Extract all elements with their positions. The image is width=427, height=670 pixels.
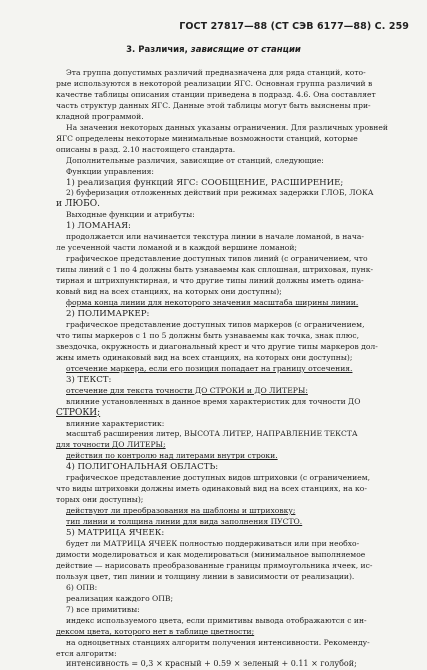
text-line: ковый вид на всех станциях, на которых они доступны);	[56, 287, 282, 297]
text-line: пользуя цвет, тип линии и толщину линии в зависимости от реализации).	[56, 571, 355, 581]
text-line: качестве таблицы описания станции приведена в подразд. 4.6. Она составляет	[56, 89, 376, 99]
text-line: 2) ПОЛИМАРКЕР:	[66, 308, 150, 319]
text-line: и ЛЮБО.	[56, 199, 100, 210]
text-line: жны иметь одинаковый вид на всех станциях, на которых они доступны);	[56, 352, 353, 362]
text-line: действуют ли преобразования на шаблоны и штриховку;	[66, 506, 296, 516]
text-line: 2) буферизация отложенных действий при режимах задержки ГЛОБ, ЛОКА	[66, 188, 374, 198]
text-line: действия по контролю над литерами внутри строки.	[66, 451, 278, 461]
text-line: звездочка, окружность и диагональный крест и что другие типы маркеров дол-	[56, 341, 378, 351]
section-title	[0, 45, 427, 55]
text-line: 5) МАТРИЦА ЯЧЕЕК:	[66, 528, 165, 539]
text-line: рые используются в некоторой реализации ЯГС. Основная группа различий в	[56, 78, 373, 88]
text-line: будет ли МАТРИЦА ЯЧЕЕК полностью поддерживаться или при необхо-	[66, 538, 360, 548]
section-title-prefix: 3. Различия,	[126, 45, 191, 55]
text-line: димости моделироваться и как моделироваться (минимальное выполняемое	[56, 549, 366, 559]
text-line: СТРОКИ;	[56, 407, 101, 418]
formula-line: интенсивность = 0,3 × красный + 0.59 × зеленый + 0.11 × голубой;	[66, 659, 357, 669]
text-line: типы линий с 1 по 4 должны быть узнаваемы как сплошная, штриховая, пунк-	[56, 265, 374, 275]
text-line: графическое представление доступных видов штриховки (с ограничением,	[66, 473, 371, 483]
text-line: кладной программой.	[56, 111, 144, 121]
text-line: дексом цвета, которого нет в таблице цветности;	[56, 626, 255, 636]
text-line: 6) ОПВ:	[66, 582, 98, 592]
text-line: на одноцветных станциях алгоритм получения интенсивности. Рекоменду-	[66, 637, 370, 647]
text-line: ется алгоритм:	[56, 648, 117, 658]
text-line: ЯГС определены некоторые минимальные возможности станций, которые	[56, 133, 358, 143]
text-line: На значения некоторых данных указаны ограничения. Для различных уровней	[66, 122, 388, 132]
text-line: отсечение для текста точности ДО СТРОКИ и ДО ЛИТЕРЫ:	[66, 385, 308, 395]
text-line: 1) ЛОМАНАЯ:	[66, 221, 131, 232]
text-line: действие — нарисовать преобразованные границы прямоугольника ячеек, ис-	[56, 560, 373, 570]
text-line: 7) все примитивы:	[66, 604, 140, 614]
text-line: для точности ДО ЛИТЕРЫ;	[56, 440, 166, 450]
document-body	[56, 68, 406, 670]
text-line: Эта группа допустимых различий предназначена для ряда станций, кото-	[66, 68, 366, 77]
text-line: влияние установленных в данное время характеристик для точности ДО	[66, 396, 361, 406]
page-header: ГОСТ 27817—88 (СТ СЭВ 6177—88) С. 259	[179, 21, 409, 32]
text-line: Выходные функции и атрибуты:	[66, 210, 195, 220]
text-line: 4) ПОЛИГОНАЛЬНАЯ ОБЛАСТЬ:	[66, 462, 219, 473]
text-line: масштаб расширения литер, ВЫСОТА ЛИТЕР, НАПРАВЛЕНИЕ ТЕКСТА	[66, 429, 358, 439]
text-line: продолжается или начинается текстура линии в начале ломаной, в нача-	[66, 232, 364, 242]
text-line: ле усеченной части ломаной и в каждой вершине ломаной;	[56, 243, 297, 253]
section-title-italic: зависящие от станции	[190, 45, 301, 55]
text-line: индекс используемого цвета, если примитивы вывода отображаются с ин-	[66, 615, 367, 625]
text-line: 1) реализация функций ЯГС: СООБЩЕНИЕ, РАСШИРЕНИЕ;	[66, 177, 344, 188]
text-line: отсечение маркера, если его позиция попадает на границу отсечения.	[66, 363, 353, 373]
text-line: описаны в разд. 2.10 настоящего стандарта.	[56, 144, 236, 154]
text-line: Функции управления:	[66, 166, 154, 176]
text-line: влияние характеристик:	[66, 418, 165, 428]
text-line: тирная и штрихпунктирная, и что другие типы линий должны иметь одина-	[56, 276, 364, 286]
text-line: графическое представление доступных типов линий (с ограничением, что	[66, 254, 368, 264]
text-line: что виды штриховки должны иметь одинаковый вид на всех станциях, на ко-	[56, 484, 367, 494]
text-line: графическое представление доступных типов маркеров (с ограничением,	[66, 319, 365, 329]
text-line: что типы маркеров с 1 по 5 должны быть узнаваемы как точка, знак плюс,	[56, 330, 360, 340]
text-line: часть структур данных ЯГС. Данные этой таблицы могут быть выяснены при-	[56, 100, 371, 110]
text-line: 3) ТЕКСТ:	[66, 374, 112, 385]
text-line: реализация каждого ОПВ;	[66, 593, 174, 603]
text-line: форма конца линии для некоторого значения масштаба ширины линии.	[66, 298, 359, 308]
text-line: тип линии и толщина линии для вида заполнения ПУСТО.	[66, 517, 303, 527]
text-line: торых они доступны);	[56, 495, 144, 505]
text-line: Дополнительные различия, зависящие от станций, следующие:	[66, 155, 324, 165]
